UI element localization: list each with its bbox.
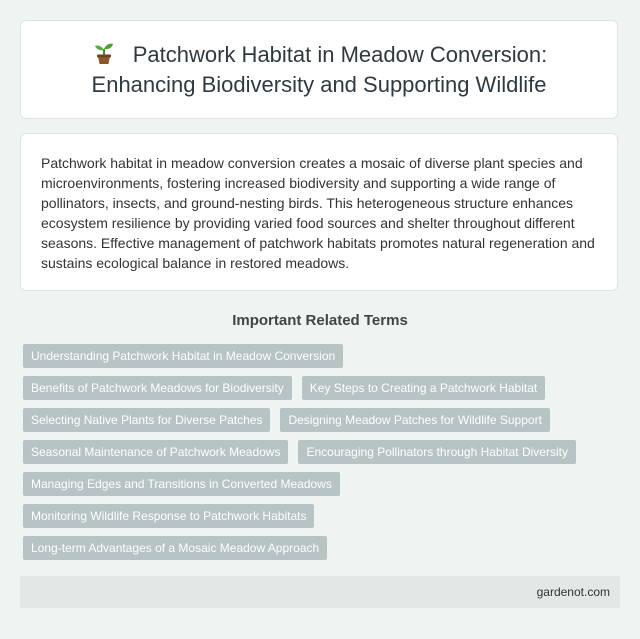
footer (20, 576, 620, 608)
related-term-tag[interactable]: Encouraging Pollinators through Habitat Diversity (298, 440, 575, 464)
related-term-tag[interactable]: Monitoring Wildlife Response to Patchwork Habitats (23, 504, 314, 528)
related-terms-heading: Important Related Terms (232, 312, 408, 329)
summary-text: Patchwork habitat in meadow conversion creates a mosaic of diverse plant species and microenvironments, fostering increased biodiversity and supporting a wide range of pollinators, insects, and ground-nesting birds. This heterogeneous structure enhances ecosystem resilience by providing varied food sources and shelter throughout different seasons. Effective management of patchwork habitats promotes natural regeneration and sustains ecological balance in restored meadows. (41, 155, 595, 271)
page-title (21, 39, 617, 100)
related-term-tag[interactable]: Seasonal Maintenance of Patchwork Meadows (23, 440, 288, 464)
tag-row (23, 376, 623, 400)
related-terms-list (23, 344, 623, 568)
tag-row (23, 440, 623, 464)
tag-row (23, 504, 623, 528)
related-term-tag[interactable]: Understanding Patchwork Habitat in Meadow Conversion (23, 344, 343, 368)
tag-row (23, 536, 623, 560)
related-term-tag[interactable]: Designing Meadow Patches for Wildlife Support (280, 408, 549, 432)
related-term-tag[interactable]: Long-term Advantages of a Mosaic Meadow Approach (23, 536, 327, 560)
related-term-tag[interactable]: Benefits of Patchwork Meadows for Biodiversity (23, 376, 292, 400)
summary-card (20, 133, 618, 291)
title-text: Patchwork Habitat in Meadow Conversion: Enhancing Biodiversity and Supporting Wildlife (91, 42, 548, 97)
related-term-tag[interactable]: Selecting Native Plants for Diverse Patches (23, 408, 270, 432)
related-term-tag[interactable]: Key Steps to Creating a Patchwork Habitat (302, 376, 545, 400)
title-card (20, 20, 618, 119)
tag-row (23, 472, 623, 496)
tag-row (23, 408, 623, 432)
tag-row (23, 344, 623, 368)
footer-site-link[interactable]: gardenot.com (536, 585, 610, 599)
related-term-tag[interactable]: Managing Edges and Transitions in Converted Meadows (23, 472, 340, 496)
sprout-icon (91, 39, 117, 65)
